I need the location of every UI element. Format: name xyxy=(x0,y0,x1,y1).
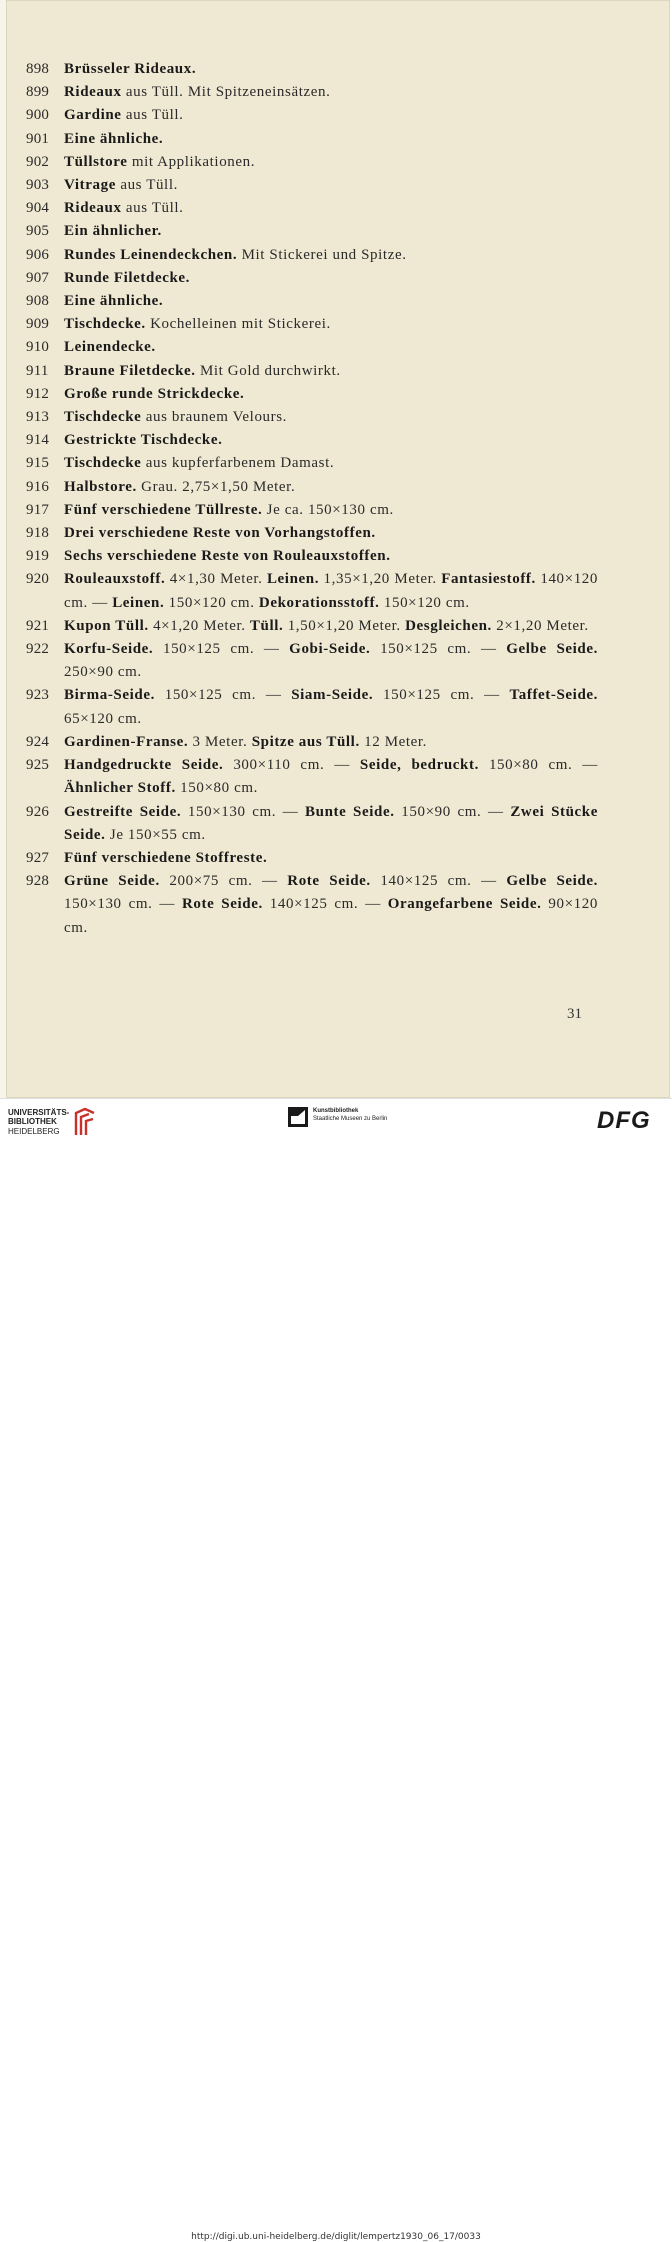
item-detail: 150×125 cm. — xyxy=(154,687,292,704)
entry-number: 918 xyxy=(26,525,50,542)
catalog-entry xyxy=(26,360,598,383)
item-detail: 4×1,30 Meter. xyxy=(165,571,267,588)
item-detail: 3 Meter. xyxy=(188,733,252,750)
catalog-entry xyxy=(26,58,598,81)
item-title: Tüllstore xyxy=(64,153,128,170)
item-detail: Mit Gold durchwirkt. xyxy=(195,362,341,379)
item-title: Gelbe Seide. xyxy=(506,641,598,658)
entry-number: 928 xyxy=(26,873,50,890)
catalog-entry xyxy=(26,220,598,243)
catalog-entry xyxy=(26,383,598,406)
item-title: Rundes Leinendeckchen. xyxy=(64,246,238,263)
item-detail: Kochelleinen mit Stickerei. xyxy=(145,316,331,333)
catalog-entry xyxy=(26,104,598,127)
catalog-entry xyxy=(26,522,598,545)
item-title: Gestrickte Tischdecke. xyxy=(64,432,223,449)
item-title: Kupon Tüll. xyxy=(64,617,149,634)
catalog-entry xyxy=(26,336,598,359)
catalog-entry xyxy=(26,638,598,684)
viewer-footer xyxy=(0,1098,672,2242)
university-line-2: BIBLIOTHEK xyxy=(8,1117,57,1127)
catalog-entry xyxy=(26,267,598,290)
item-detail: 4×1,20 Meter. xyxy=(148,617,250,634)
item-title: Korfu-Seide. xyxy=(64,641,154,658)
item-detail: 150×125 cm. — xyxy=(370,641,507,658)
catalog-entry xyxy=(26,313,598,336)
entry-number: 910 xyxy=(26,339,50,356)
entry-description xyxy=(64,104,598,127)
item-title: Seide, bedruckt. xyxy=(359,757,479,774)
entry-number: 915 xyxy=(26,455,50,472)
catalog-entry xyxy=(26,615,598,638)
university-emblem-icon xyxy=(73,1107,97,1137)
entry-description xyxy=(64,638,598,684)
item-title: Dekorationsstoff. xyxy=(258,594,380,611)
item-detail: Je ca. 150×130 cm. xyxy=(262,501,394,518)
entry-number: 920 xyxy=(26,571,50,588)
dfg-logo[interactable]: DFG xyxy=(597,1107,651,1134)
entry-number: 904 xyxy=(26,200,50,217)
item-title: Eine ähnliche. xyxy=(64,130,164,147)
item-detail: 12 Meter. xyxy=(359,733,428,750)
entry-description xyxy=(64,151,598,174)
item-detail: 140×120 cm. — xyxy=(64,571,599,611)
catalog-entry xyxy=(26,754,598,800)
item-title: Gelbe Seide. xyxy=(506,873,598,890)
item-title: Gardine xyxy=(64,107,122,124)
entry-number: 905 xyxy=(26,223,50,240)
item-detail: 90×120 cm. xyxy=(64,896,598,936)
entry-number: 899 xyxy=(26,84,50,101)
entry-description xyxy=(64,336,598,359)
entry-description xyxy=(64,360,598,383)
kunstbibliothek-name: Kunstbibliothek xyxy=(313,1108,359,1114)
entry-description xyxy=(64,58,598,81)
catalog-entry xyxy=(26,128,598,151)
entry-number: 926 xyxy=(26,803,50,820)
item-detail: aus braunem Velours. xyxy=(141,409,288,426)
entry-description xyxy=(64,174,598,197)
catalog-entry xyxy=(26,244,598,267)
item-title: Desgleichen. xyxy=(405,617,492,634)
item-detail: 150×125 cm. — xyxy=(373,687,510,704)
item-title: Rouleauxstoff. xyxy=(64,571,166,588)
item-title: Fünf verschiedene Tüllreste. xyxy=(64,501,263,518)
item-title: Vitrage xyxy=(64,177,116,194)
entry-description xyxy=(64,290,598,313)
entry-number: 913 xyxy=(26,409,50,426)
item-title: Taffet-Seide. xyxy=(509,687,598,704)
item-detail: aus Tüll. xyxy=(121,107,184,124)
catalog-entry xyxy=(26,731,598,754)
entry-number: 917 xyxy=(26,501,50,518)
catalog-entry xyxy=(26,801,598,847)
university-library-logo[interactable] xyxy=(8,1107,97,1137)
entry-description xyxy=(64,476,598,499)
catalog-entry xyxy=(26,545,598,568)
item-detail: 2×1,20 Meter. xyxy=(491,617,589,634)
entry-number: 912 xyxy=(26,385,50,402)
entry-description xyxy=(64,870,598,940)
entry-description xyxy=(64,267,598,290)
entry-number: 903 xyxy=(26,177,50,194)
entry-number: 908 xyxy=(26,293,50,310)
item-title: Runde Filetdecke. xyxy=(64,269,191,286)
entry-description xyxy=(64,731,598,754)
item-detail: Grau. 2,75×1,50 Meter. xyxy=(136,478,296,495)
item-title: Fantasiestoff. xyxy=(441,571,536,588)
item-detail: 150×125 cm. — xyxy=(153,641,290,658)
item-detail: 140×125 cm. — xyxy=(262,896,388,913)
item-detail: 250×90 cm. xyxy=(64,664,142,681)
catalog-entry xyxy=(26,476,598,499)
item-title: Rote Seide. xyxy=(287,873,371,890)
item-title: Gobi-Seide. xyxy=(289,641,371,658)
item-title: Braune Filetdecke. xyxy=(64,362,196,379)
item-title: Rote Seide. xyxy=(181,896,263,913)
item-title: Orangefarbene Seide. xyxy=(387,896,542,913)
item-title: Tischdecke xyxy=(64,409,142,426)
entry-number: 907 xyxy=(26,269,50,286)
entry-number: 914 xyxy=(26,432,50,449)
entry-description xyxy=(64,847,598,870)
catalog-entry xyxy=(26,197,598,220)
catalog-entry xyxy=(26,870,598,940)
entry-description xyxy=(64,568,598,614)
catalog-entry xyxy=(26,499,598,522)
scanned-page xyxy=(6,0,670,1098)
entry-number: 927 xyxy=(26,849,50,866)
entry-number: 916 xyxy=(26,478,50,495)
item-detail: aus Tüll. xyxy=(115,177,178,194)
item-title: Zwei Stücke Seide. xyxy=(64,803,599,843)
item-title: Siam-Seide. xyxy=(291,687,374,704)
kunstbibliothek-emblem-icon xyxy=(288,1107,308,1127)
catalog-entry xyxy=(26,151,598,174)
item-title: Leinendecke. xyxy=(64,339,156,356)
item-title: Handgedruckte Seide. xyxy=(64,757,224,774)
catalog-entry xyxy=(26,290,598,313)
item-title: Bunte Seide. xyxy=(305,803,395,820)
catalog-entry xyxy=(26,429,598,452)
catalog-entry xyxy=(26,406,598,429)
entry-number: 921 xyxy=(26,617,50,634)
entry-description xyxy=(64,545,598,568)
kunstbibliothek-subtitle: Staatliche Museen zu Berlin xyxy=(313,1116,388,1122)
item-title: Leinen. xyxy=(112,594,165,611)
item-detail: 150×120 cm. xyxy=(164,594,259,611)
university-line-1: UNIVERSITÄTS- xyxy=(8,1107,70,1117)
entry-number: 924 xyxy=(26,733,50,750)
item-title: Fünf verschiedene Stoffreste. xyxy=(64,849,268,866)
item-detail: 150×120 cm. xyxy=(379,594,470,611)
entry-number: 925 xyxy=(26,757,50,774)
catalog-entry xyxy=(26,452,598,475)
item-title: Rideaux xyxy=(64,200,122,217)
item-title: Eine ähnliche. xyxy=(64,293,164,310)
item-detail: 200×75 cm. — xyxy=(159,873,288,890)
entry-number: 900 xyxy=(26,107,50,124)
item-title: Ein ähnlicher. xyxy=(64,223,162,240)
item-detail: 65×120 cm. xyxy=(64,710,142,727)
item-detail: Mit Stickerei und Spitze. xyxy=(237,246,407,263)
item-detail: 300×110 cm. — xyxy=(223,757,360,774)
item-title: Drei verschiedene Reste von Vorhangstoffen. xyxy=(64,525,376,542)
item-title: Tischdecke xyxy=(64,455,142,472)
permalink-url[interactable]: http://digi.ub.uni-heidelberg.de/diglit/lempertz1930_06_17/0033 xyxy=(191,2232,481,2242)
item-title: Sechs verschiedene Reste von Rouleauxstoffen. xyxy=(64,548,391,565)
item-title: Brüsseler Rideaux. xyxy=(64,61,197,77)
university-line-3: HEIDELBERG xyxy=(8,1126,60,1136)
entry-description xyxy=(64,754,598,800)
entry-description xyxy=(64,244,598,267)
entry-description xyxy=(64,313,598,336)
item-detail: 150×130 cm. — xyxy=(64,896,182,913)
item-title: Rideaux xyxy=(64,84,122,101)
item-title: Gardinen-Franse. xyxy=(64,733,189,750)
catalog-entry xyxy=(26,684,598,730)
item-detail: aus Tüll. Mit Spitzeneinsätzen. xyxy=(121,84,331,101)
entry-description xyxy=(64,383,598,406)
item-title: Große runde Strickdecke. xyxy=(64,385,245,402)
entry-description xyxy=(64,406,598,429)
entry-description xyxy=(64,429,598,452)
entry-number: 919 xyxy=(26,548,50,565)
item-title: Birma-Seide. xyxy=(64,687,155,704)
item-detail: 150×90 cm. — xyxy=(394,803,511,820)
catalog-entry xyxy=(26,174,598,197)
entry-number: 898 xyxy=(26,61,50,77)
kunstbibliothek-logo[interactable] xyxy=(288,1107,387,1127)
catalog-entry xyxy=(26,847,598,870)
item-detail: 150×80 cm. xyxy=(175,780,258,797)
item-title: Ähnlicher Stoff. xyxy=(64,780,176,797)
entry-number: 911 xyxy=(26,362,49,379)
entry-description xyxy=(64,615,598,638)
item-detail: aus Tüll. xyxy=(121,200,184,217)
item-detail: mit Applikationen. xyxy=(127,153,256,170)
item-title: Leinen. xyxy=(266,571,320,588)
entry-number: 901 xyxy=(26,130,50,147)
item-title: Spitze aus Tüll. xyxy=(251,733,360,750)
item-title: Grüne Seide. xyxy=(64,873,160,890)
page-number: 31 xyxy=(567,1006,582,1022)
entry-description xyxy=(64,684,598,730)
item-detail: aus kupferfarbenem Damast. xyxy=(141,455,335,472)
item-title: Tüll. xyxy=(249,617,284,634)
item-detail: Je 150×55 cm. xyxy=(105,826,206,843)
item-detail: 140×125 cm. — xyxy=(370,873,507,890)
entry-number: 906 xyxy=(26,246,50,263)
entry-description xyxy=(64,522,598,545)
entry-description xyxy=(64,128,598,151)
item-title: Halbstore. xyxy=(64,478,137,495)
entry-description xyxy=(64,220,598,243)
entry-number: 923 xyxy=(26,687,50,704)
item-detail: 1,35×1,20 Meter. xyxy=(319,571,442,588)
entry-description xyxy=(64,197,598,220)
item-title: Tischdecke. xyxy=(64,316,146,333)
entry-number: 902 xyxy=(26,153,50,170)
item-detail: 150×80 cm. — xyxy=(478,757,598,774)
entry-number: 922 xyxy=(26,641,50,658)
entry-description xyxy=(64,499,598,522)
entry-number: 909 xyxy=(26,316,50,333)
entry-description xyxy=(64,81,598,104)
entry-description xyxy=(64,801,598,847)
catalog-list xyxy=(26,58,598,940)
item-detail: 1,50×1,20 Meter. xyxy=(283,617,406,634)
item-title: Gestreifte Seide. xyxy=(64,803,182,820)
entry-description xyxy=(64,452,598,475)
item-detail: 150×130 cm. — xyxy=(181,803,306,820)
catalog-entry xyxy=(26,568,598,614)
catalog-entry xyxy=(26,81,598,104)
